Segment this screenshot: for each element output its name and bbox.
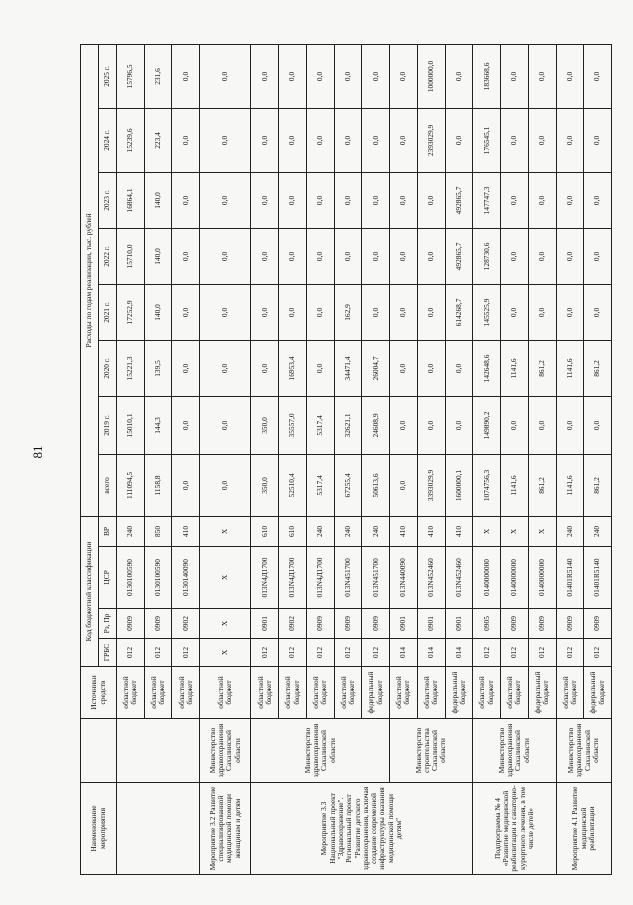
value-2022: 15710,0: [117, 228, 145, 284]
value-2020: 861,2: [528, 340, 556, 396]
value-2024: 15239,6: [117, 108, 145, 172]
value-2022: 0,0: [334, 228, 362, 284]
grbs-code: 012: [306, 639, 334, 667]
value-2023: 0,0: [200, 172, 251, 228]
total-value: 350,0: [251, 454, 279, 516]
total-value: 3393029,9: [417, 454, 445, 516]
funding-source: федеральный бюджет: [528, 667, 556, 719]
grbs-code: 014: [390, 639, 418, 667]
page-number: 81: [30, 445, 45, 459]
rzpr-code: 0909: [144, 609, 172, 639]
total-value: 1141,6: [556, 454, 584, 516]
csr-code: 0130100590: [117, 547, 145, 609]
vr-code: 850: [144, 516, 172, 546]
value-2020: 139,5: [144, 340, 172, 396]
rzpr-code: 0905: [473, 609, 501, 639]
grbs-code: 012: [473, 639, 501, 667]
value-2022: 128730,6: [473, 228, 501, 284]
funding-source: областной бюджет: [390, 667, 418, 719]
rzpr-code: 0909: [117, 609, 145, 639]
value-2020: 0,0: [445, 340, 473, 396]
value-2025: 0,0: [334, 44, 362, 108]
value-2022: 0,0: [417, 228, 445, 284]
rzpr-code: 0902: [172, 609, 200, 639]
col-header-total: всего: [99, 454, 117, 516]
funding-source: федеральный бюджет: [445, 667, 473, 719]
value-2020: 0,0: [390, 340, 418, 396]
value-2019: 0,0: [556, 396, 584, 454]
value-2020: 0,0: [306, 340, 334, 396]
col-header-responsible: [81, 719, 117, 783]
value-2025: 0,0: [362, 44, 390, 108]
grbs-code: 012: [556, 639, 584, 667]
value-2021: 0,0: [279, 284, 307, 340]
rzpr-code: 0901: [445, 609, 473, 639]
total-value: 1158,8: [144, 454, 172, 516]
value-2020: 0,0: [200, 340, 251, 396]
measure-name: [117, 783, 200, 875]
value-2021: 614268,7: [445, 284, 473, 340]
csr-code: 01401R5140: [556, 547, 584, 609]
value-2024: 0,0: [306, 108, 334, 172]
vr-code: 240: [306, 516, 334, 546]
value-2022: 140,0: [144, 228, 172, 284]
grbs-code: 014: [417, 639, 445, 667]
value-2025: 0,0: [445, 44, 473, 108]
value-2025: 0,0: [556, 44, 584, 108]
value-2019: 0,0: [172, 396, 200, 454]
csr-code: 013N4Д1700: [251, 547, 279, 609]
value-2021: 0,0: [417, 284, 445, 340]
csr-code: 0140000000: [473, 547, 501, 609]
vr-code: X: [200, 516, 251, 546]
value-2024: 0,0: [334, 108, 362, 172]
value-2025: 15796,5: [117, 44, 145, 108]
value-2019: 15010,1: [117, 396, 145, 454]
value-2024: 0,0: [200, 108, 251, 172]
value-2021: 0,0: [200, 284, 251, 340]
value-2022: 0,0: [390, 228, 418, 284]
value-2024: 0,0: [501, 108, 529, 172]
responsible-org: [117, 719, 200, 783]
value-2025: 231,6: [144, 44, 172, 108]
value-2020: 0,0: [251, 340, 279, 396]
measure-name: Мероприятие 3.3 Национальный проект "Здравоохранение". Региональный проект "Развитие детского здравоохранения, включая создание современной инфраструктуры оказания медицинской помощи детям": [251, 783, 473, 875]
value-2019: 350,0: [251, 396, 279, 454]
table-row: [251, 44, 279, 874]
responsible-org: Министерство здравоохранения Сахалинской области: [200, 719, 251, 783]
value-2024: 0,0: [172, 108, 200, 172]
col-header-2025: 2025 г.: [99, 44, 117, 108]
rzpr-code: 0909: [334, 609, 362, 639]
value-2025: 0,0: [584, 44, 612, 108]
total-value: 5317,4: [306, 454, 334, 516]
grbs-code: 012: [279, 639, 307, 667]
table-row: [473, 44, 501, 874]
value-2024: 0,0: [362, 108, 390, 172]
rzpr-code: 0901: [390, 609, 418, 639]
grbs-code: 012: [501, 639, 529, 667]
grbs-code: 012: [117, 639, 145, 667]
rotated-table-container: [80, 45, 612, 875]
value-2021: 0,0: [556, 284, 584, 340]
value-2022: 0,0: [251, 228, 279, 284]
funding-source: областной бюджет: [172, 667, 200, 719]
grbs-code: 012: [362, 639, 390, 667]
funding-source: областной бюджет: [251, 667, 279, 719]
vr-code: 240: [584, 516, 612, 546]
value-2024: 176545,1: [473, 108, 501, 172]
value-2023: 0,0: [251, 172, 279, 228]
csr-code: 013N4Д1700: [306, 547, 334, 609]
value-2024: 0,0: [556, 108, 584, 172]
responsible-org: Министерство строительства Сахалинской области: [390, 719, 473, 783]
col-header-csr: ЦСР: [99, 547, 117, 609]
value-2021: 0,0: [390, 284, 418, 340]
value-2020: 1141,6: [501, 340, 529, 396]
col-header-2024: 2024 г.: [99, 108, 117, 172]
col-header-grbs: ГРБС: [99, 639, 117, 667]
funding-source: областной бюджет: [556, 667, 584, 719]
value-2020: 15221,3: [117, 340, 145, 396]
total-value: 67255,4: [334, 454, 362, 516]
rzpr-code: X: [200, 609, 251, 639]
col-header-2019: 2019 г.: [99, 396, 117, 454]
value-2022: 0,0: [501, 228, 529, 284]
value-2020: 861,2: [584, 340, 612, 396]
budget-table: [80, 44, 612, 875]
value-2025: 0,0: [279, 44, 307, 108]
value-2019: 5317,4: [306, 396, 334, 454]
value-2025: 0,0: [528, 44, 556, 108]
col-header-2020: 2020 г.: [99, 340, 117, 396]
total-value: 1141,6: [501, 454, 529, 516]
value-2019: 24608,9: [362, 396, 390, 454]
value-2019: 35557,0: [279, 396, 307, 454]
col-header-2022: 2022 г.: [99, 228, 117, 284]
rzpr-code: 0909: [556, 609, 584, 639]
csr-code: 013N4Д1700: [279, 547, 307, 609]
csr-code: 0130100590: [144, 547, 172, 609]
funding-source: федеральный бюджет: [584, 667, 612, 719]
value-2022: 0,0: [556, 228, 584, 284]
rzpr-code: 0909: [362, 609, 390, 639]
vr-code: 610: [279, 516, 307, 546]
grbs-code: 012: [334, 639, 362, 667]
value-2023: 0,0: [528, 172, 556, 228]
total-value: 0,0: [172, 454, 200, 516]
value-2023: 0,0: [334, 172, 362, 228]
value-2025: 0,0: [251, 44, 279, 108]
csr-code: 013N451700: [334, 547, 362, 609]
funding-source: федеральный бюджет: [362, 667, 390, 719]
value-2022: 0,0: [528, 228, 556, 284]
grbs-code: 012: [172, 639, 200, 667]
value-2019: 0,0: [417, 396, 445, 454]
value-2024: 0,0: [528, 108, 556, 172]
value-2023: 0,0: [279, 172, 307, 228]
col-header-name: Наименование мероприятия: [81, 783, 117, 875]
value-2019: 0,0: [445, 396, 473, 454]
value-2023: 0,0: [584, 172, 612, 228]
vr-code: 410: [172, 516, 200, 546]
csr-code: 0130140090: [172, 547, 200, 609]
value-2019: 0,0: [528, 396, 556, 454]
value-2021: 0,0: [172, 284, 200, 340]
table-row: [200, 44, 251, 874]
vr-code: X: [473, 516, 501, 546]
col-header-rzpr: Рз, Пр: [99, 609, 117, 639]
value-2019: 0,0: [200, 396, 251, 454]
value-2023: 0,0: [556, 172, 584, 228]
value-2019: 0,0: [501, 396, 529, 454]
header-row-1: [81, 44, 99, 874]
funding-source: областной бюджет: [117, 667, 145, 719]
grbs-code: 012: [528, 639, 556, 667]
value-2023: 492865,7: [445, 172, 473, 228]
value-2024: 0,0: [251, 108, 279, 172]
value-2025: 0,0: [172, 44, 200, 108]
vr-code: 240: [117, 516, 145, 546]
value-2024: 0,0: [584, 108, 612, 172]
grbs-code: X: [200, 639, 251, 667]
value-2021: 17252,9: [117, 284, 145, 340]
value-2020: 34471,4: [334, 340, 362, 396]
responsible-org: Министерство здравоохранения Сахалинской области: [473, 719, 556, 783]
value-2025: 0,0: [306, 44, 334, 108]
csr-code: 0140000000: [501, 547, 529, 609]
total-value: 0,0: [390, 454, 418, 516]
value-2022: 0,0: [279, 228, 307, 284]
csr-code: 013N452460: [417, 547, 445, 609]
rzpr-code: 0902: [279, 609, 307, 639]
funding-source: областной бюджет: [144, 667, 172, 719]
rzpr-code: 0909: [501, 609, 529, 639]
csr-code: X: [200, 547, 251, 609]
value-2025: 183668,6: [473, 44, 501, 108]
grbs-code: 012: [251, 639, 279, 667]
rzpr-code: 0901: [251, 609, 279, 639]
value-2025: 0,0: [390, 44, 418, 108]
total-value: 861,2: [528, 454, 556, 516]
value-2019: 32621,1: [334, 396, 362, 454]
value-2023: 0,0: [362, 172, 390, 228]
value-2020: 0,0: [417, 340, 445, 396]
value-2022: 0,0: [584, 228, 612, 284]
value-2021: 0,0: [306, 284, 334, 340]
table-row: [390, 44, 418, 874]
table-row: [556, 44, 584, 874]
vr-code: 240: [362, 516, 390, 546]
csr-code: 013N451700: [362, 547, 390, 609]
value-2020: 1141,6: [556, 340, 584, 396]
csr-code: 013N452460: [445, 547, 473, 609]
value-2022: 0,0: [172, 228, 200, 284]
rzpr-code: 0909: [528, 609, 556, 639]
vr-code: 240: [334, 516, 362, 546]
total-value: 1074756,3: [473, 454, 501, 516]
total-value: 861,2: [584, 454, 612, 516]
value-2020: 16953,4: [279, 340, 307, 396]
value-2021: 0,0: [251, 284, 279, 340]
value-2019: 149890,2: [473, 396, 501, 454]
value-2025: 1000000,0: [417, 44, 445, 108]
vr-code: X: [501, 516, 529, 546]
funding-source: областной бюджет: [279, 667, 307, 719]
responsible-org: Министерство здравоохранения Сахалинской области: [251, 719, 390, 783]
funding-source: областной бюджет: [334, 667, 362, 719]
vr-code: X: [528, 516, 556, 546]
grbs-code: 012: [144, 639, 172, 667]
col-header-2023: 2023 г.: [99, 172, 117, 228]
value-2019: 0,0: [390, 396, 418, 454]
value-2021: 0,0: [528, 284, 556, 340]
csr-code: 013N440090: [390, 547, 418, 609]
funding-source: областной бюджет: [501, 667, 529, 719]
value-2024: 2393029,9: [417, 108, 445, 172]
col-header-source: Источники средств: [81, 667, 117, 719]
value-2023: 0,0: [417, 172, 445, 228]
value-2023: 0,0: [172, 172, 200, 228]
vr-code: 610: [251, 516, 279, 546]
vr-code: 410: [445, 516, 473, 546]
total-value: 50613,6: [362, 454, 390, 516]
funding-source: областной бюджет: [200, 667, 251, 719]
total-value: 52510,4: [279, 454, 307, 516]
value-2023: 0,0: [501, 172, 529, 228]
rzpr-code: 0901: [417, 609, 445, 639]
funding-source: областной бюджет: [417, 667, 445, 719]
value-2020: 142648,6: [473, 340, 501, 396]
vr-code: 410: [417, 516, 445, 546]
total-value: 0,0: [200, 454, 251, 516]
value-2023: 147747,3: [473, 172, 501, 228]
value-2019: 0,0: [584, 396, 612, 454]
value-2022: 0,0: [362, 228, 390, 284]
value-2024: 0,0: [390, 108, 418, 172]
value-2024: 0,0: [279, 108, 307, 172]
measure-name: Подпрограмма № 4 «Развитие медицинской реабилитации и санаторно-курортного лечения, в том числе детей»: [473, 783, 556, 875]
value-2021: 0,0: [362, 284, 390, 340]
value-2022: 0,0: [306, 228, 334, 284]
value-2021: 0,0: [501, 284, 529, 340]
value-2025: 0,0: [501, 44, 529, 108]
col-header-2021: 2021 г.: [99, 284, 117, 340]
vr-code: 240: [556, 516, 584, 546]
funding-source: областной бюджет: [306, 667, 334, 719]
value-2022: 492865,7: [445, 228, 473, 284]
col-header-vr: ВР: [99, 516, 117, 546]
table-row: [117, 44, 145, 874]
measure-name: Мероприятие 4.1 Развитие медицинской реабилитации: [556, 783, 612, 875]
total-value: 111094,5: [117, 454, 145, 516]
value-2020: 0,0: [172, 340, 200, 396]
value-2023: 0,0: [390, 172, 418, 228]
value-2020: 26004,7: [362, 340, 390, 396]
csr-code: 01401R5140: [584, 547, 612, 609]
responsible-org: Министерство здравоохранения Сахалинской области: [556, 719, 612, 783]
value-2021: 0,0: [584, 284, 612, 340]
value-2023: 0,0: [306, 172, 334, 228]
rzpr-code: 0909: [584, 609, 612, 639]
value-2023: 16864,1: [117, 172, 145, 228]
value-2019: 144,3: [144, 396, 172, 454]
vr-code: 410: [390, 516, 418, 546]
value-2021: 145525,9: [473, 284, 501, 340]
value-2024: 0,0: [445, 108, 473, 172]
funding-source: областной бюджет: [473, 667, 501, 719]
table-body: [117, 44, 612, 874]
total-value: 1600000,1: [445, 454, 473, 516]
value-2025: 0,0: [200, 44, 251, 108]
grbs-code: 014: [445, 639, 473, 667]
rzpr-code: 0909: [306, 609, 334, 639]
grbs-code: 012: [584, 639, 612, 667]
csr-code: 0140000000: [528, 547, 556, 609]
measure-name: Мероприятие 3.2 Развитие специализированной медицинской помощи женщинам и детям: [200, 783, 251, 875]
col-header-budget-code: Код бюджетной классификации: [81, 516, 99, 666]
value-2024: 223,4: [144, 108, 172, 172]
value-2021: 162,9: [334, 284, 362, 340]
value-2022: 0,0: [200, 228, 251, 284]
value-2023: 140,0: [144, 172, 172, 228]
col-header-expenses: Расходы по годам реализации, тыс. рублей: [81, 44, 99, 516]
value-2021: 140,0: [144, 284, 172, 340]
